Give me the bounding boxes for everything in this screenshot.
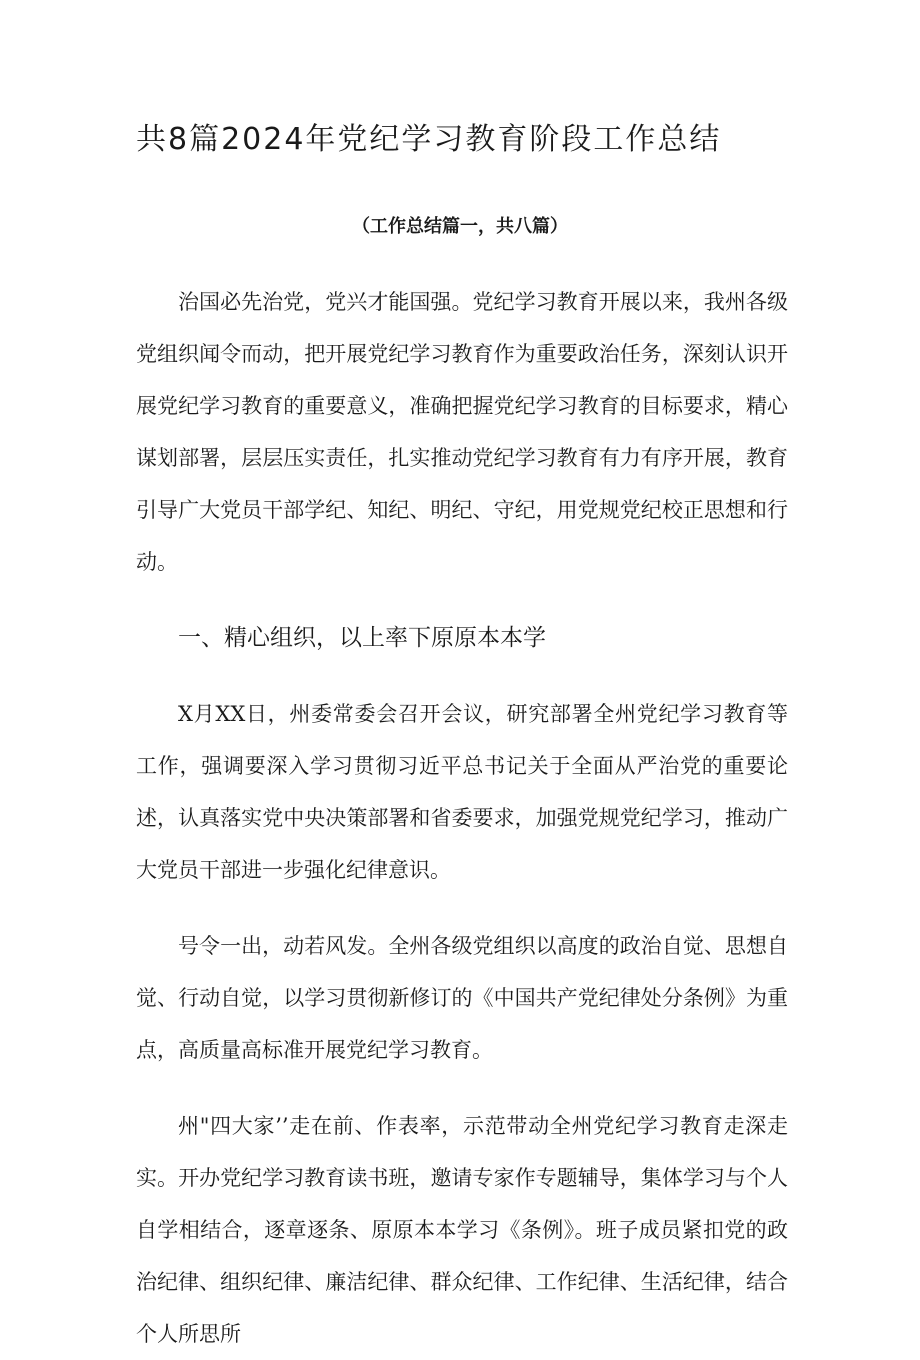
document-body	[136, 276, 788, 1360]
body-paragraph-2: 号令一出，动若风发。全州各级党组织以高度的政治自觉、思想自觉、行动自觉，以学习贯彻新修订的《中国共产党纪律处分条例》为重点，高质量高标准开展党纪学习教育。	[136, 934, 788, 1062]
section-heading: 一、精心组织，以上率下原原本本学	[178, 625, 546, 651]
body-paragraph-1: X月XX日，州委常委会召开会议，研究部署全州党纪学习教育等工作，强调要深入学习贯彻习近平总书记关于全面从严治党的重要论述，认真落实党中央决策部署和省委要求，加强党规党纪学习，推动广大党员干部进一步强化纪律意识。	[136, 702, 788, 882]
body-paragraph-3: 州"四大家’’走在前、作表率，示范带动全州党纪学习教育走深走实。开办党纪学习教育读书班，邀请专家作专题辅导，集体学习与个人自学相结合，逐章逐条、原原本本学习《条例》。班子成员紧扣党的政治纪律、组织纪律、廉洁纪律、群众纪律、工作纪律、生活纪律，结合个人所思所	[136, 1114, 788, 1346]
document-title: 共8篇2024年党纪学习教育阶段工作总结	[136, 122, 722, 157]
intro-paragraph: 治国必先治党，党兴才能国强。党纪学习教育开展以来，我州各级党组织闻令而动，把开展党纪学习教育作为重要政治任务，深刻认识开展党纪学习教育的重要意义，准确把握党纪学习教育的目标要求，精心谋划部署，层层压实责任，扎实推动党纪学习教育有力有序开展，教育引导广大党员干部学纪、知纪、明纪、守纪，用党规党纪校正思想和行动。	[136, 290, 788, 574]
document-subtitle: （工作总结篇一，共八篇）	[352, 216, 568, 237]
